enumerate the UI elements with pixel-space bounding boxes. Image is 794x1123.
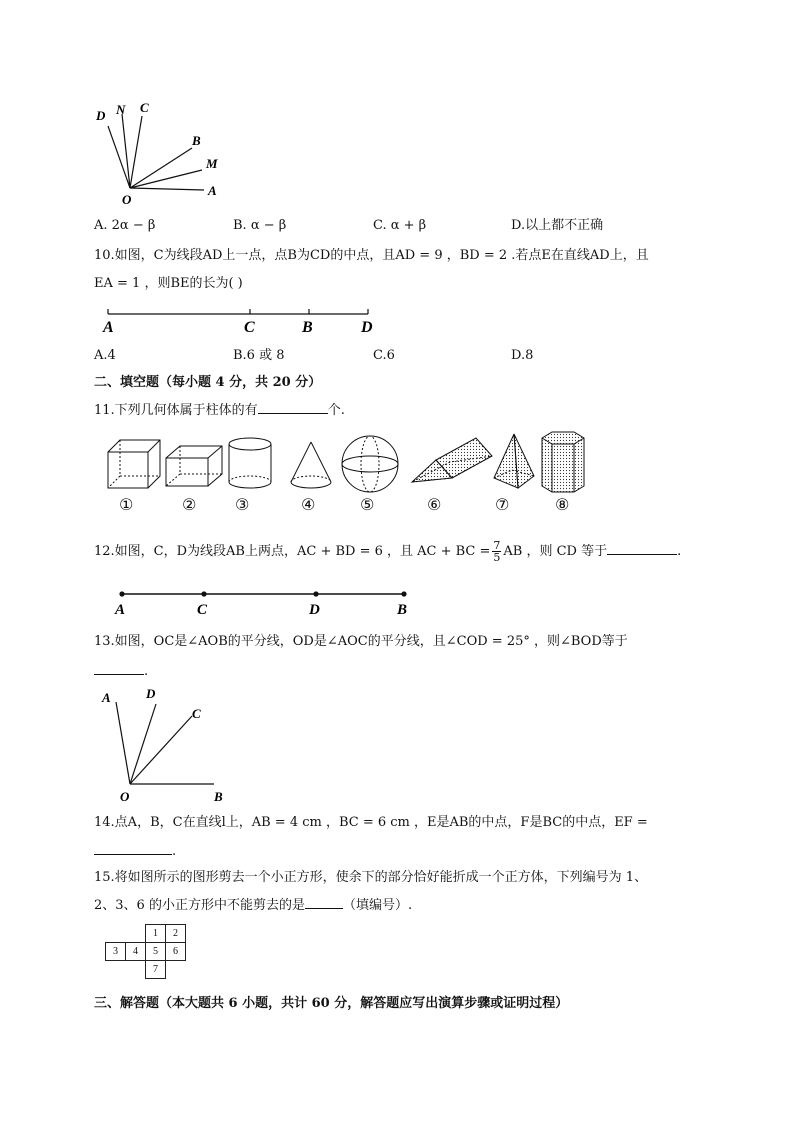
- q13-answer-line: [94, 660, 148, 682]
- q11-text-after: 个.: [327, 403, 345, 418]
- q11-question: [94, 399, 345, 421]
- q15-question-line1: 15.将如图所示的图形剪去一个小正方形，使余下的部分恰好能折成一个正方体，下列编号为 1、: [94, 870, 648, 885]
- hexagonal-prism-shape: [542, 432, 584, 492]
- shape-number-7: ⑦: [495, 495, 510, 514]
- answer-blank: [258, 399, 328, 414]
- answer-blank: [607, 540, 677, 555]
- q14-answer-line: [94, 840, 176, 862]
- q15-question-line2: [94, 894, 412, 916]
- q9-option-b: B. α − β: [233, 218, 287, 233]
- q13-angle-figure: [98, 684, 238, 806]
- q11-solids-figure: [100, 430, 600, 494]
- label-D: D: [361, 319, 373, 336]
- net-cell-5: 5: [146, 943, 166, 961]
- shape-number-6: ⑥: [427, 495, 442, 514]
- net-cell-6: 6: [166, 943, 186, 961]
- label-O: O: [122, 192, 132, 207]
- label-C: C: [140, 100, 149, 115]
- q14-question-line1: 14.点A，B，C在直线l上，AB = 4 cm ，BC = 6 cm ，E是AB的中点，F是BC的中点，EF =: [94, 815, 648, 830]
- label-N: N: [116, 102, 126, 117]
- q13-end: .: [144, 664, 149, 679]
- q9-option-a: A. 2α − β: [94, 218, 156, 233]
- q10-option-c: C.6: [373, 348, 395, 363]
- cube-net-figure: [105, 924, 186, 979]
- label-A: A: [208, 183, 217, 198]
- cone-shape: [291, 442, 331, 488]
- fraction-denominator: 5: [493, 551, 501, 564]
- q10-option-d: D.8: [511, 348, 534, 363]
- q12-text-before: 12.如图，C，D为线段AB上两点，AC + BD = 6 ，且 AC + BC =: [94, 544, 491, 559]
- label-D: D: [146, 686, 156, 701]
- label-B: B: [397, 602, 408, 618]
- shape-number-4: ④: [301, 495, 316, 514]
- shape-number-2: ②: [182, 495, 197, 514]
- q10-question-line2: EA = 1 ，则BE的长为( ): [94, 276, 243, 291]
- q9-option-d: D.以上都不正确: [511, 218, 604, 233]
- answer-blank: [305, 894, 343, 909]
- label-B: B: [214, 789, 223, 804]
- q12-question: [94, 537, 681, 567]
- section-3-title: 三、解答题（本大题共 6 小题，共计 60 分，解答题应写出演算步骤或证明过程）: [94, 996, 569, 1011]
- label-D: D: [96, 108, 106, 123]
- net-cell-7: 7: [146, 961, 166, 979]
- net-cell-4: 4: [126, 943, 146, 961]
- label-B: B: [302, 319, 313, 336]
- pyramid-shape: [494, 434, 534, 488]
- net-cell-2: 2: [166, 925, 186, 943]
- shape-number-3: ③: [235, 495, 250, 514]
- label-B: B: [192, 133, 201, 148]
- shape-number-5: ⑤: [360, 495, 375, 514]
- sphere-shape: [342, 436, 398, 492]
- shape-number-8: ⑧: [555, 495, 570, 514]
- q12-end: .: [677, 544, 682, 559]
- q10-segment-figure: [96, 302, 396, 338]
- label-A: A: [115, 602, 126, 618]
- q10-option-b: B.6 或 8: [233, 348, 285, 363]
- q11-text-before: 11.下列几何体属于柱体的有: [94, 403, 258, 418]
- cylinder-shape: [229, 438, 271, 488]
- label-C: C: [197, 602, 208, 618]
- q10-option-a: A.4: [94, 348, 116, 363]
- net-cell-1: 1: [146, 925, 166, 943]
- label-M: M: [206, 156, 218, 171]
- label-O: O: [120, 789, 130, 804]
- q12-segment-figure: [110, 586, 420, 620]
- q10-question-line1: 10.如图，C为线段AD上一点，点B为CD的中点，且AD = 9 ，BD = 2 .若点E在直线AD上，且: [94, 248, 649, 263]
- q14-end: .: [172, 844, 177, 859]
- cube-shape: [108, 440, 160, 488]
- section-2-title: 二、填空题（每小题 4 分，共 20 分）: [94, 375, 322, 390]
- label-C: C: [244, 319, 255, 336]
- q12-text-after: AB ，则 CD 等于: [503, 544, 608, 559]
- q15-text-before: 2、3、6 的小正方形中不能剪去的是: [94, 898, 305, 913]
- fraction-numerator: 7: [493, 539, 501, 552]
- q13-question-line1: 13.如图，OC是∠AOB的平分线，OD是∠AOC的平分线，且∠COD = 25° ，则∠BOD等于: [94, 634, 628, 649]
- label-C: C: [192, 706, 201, 721]
- cuboid-shape: [166, 446, 222, 486]
- q9-angle-figure: [90, 98, 230, 210]
- shape-number-1: ①: [119, 495, 134, 514]
- label-D: D: [309, 602, 320, 618]
- q15-text-after: （填编号）.: [342, 898, 413, 913]
- triangular-prism-shape: [412, 438, 492, 482]
- label-A: A: [102, 690, 111, 705]
- label-A: A: [103, 319, 114, 336]
- fraction-seven-fifths: [492, 540, 501, 563]
- answer-blank: [94, 660, 144, 675]
- answer-blank: [94, 840, 172, 855]
- q9-option-c: C. α + β: [373, 218, 427, 233]
- net-cell-3: 3: [106, 943, 126, 961]
